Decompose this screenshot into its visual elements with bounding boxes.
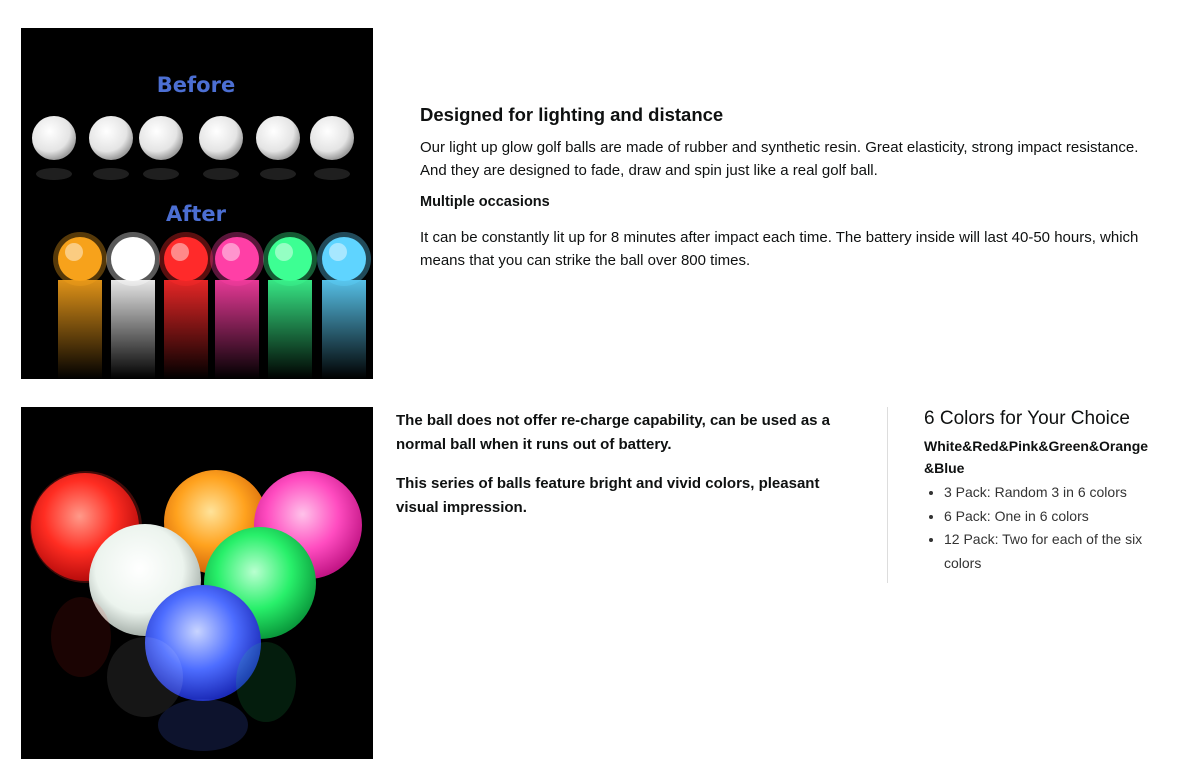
ball-reflection bbox=[215, 280, 259, 379]
ball-highlight bbox=[118, 243, 136, 261]
color-list: White&Red&Pink&Green&Orange&Blue bbox=[924, 438, 1149, 476]
lit-golf-ball bbox=[164, 237, 208, 281]
lit-golf-ball bbox=[268, 237, 312, 281]
lit-golf-ball bbox=[111, 237, 155, 281]
section-title: 6 Colors for Your Choice bbox=[924, 408, 1130, 429]
section-heading: Designed for lighting and distance bbox=[420, 104, 724, 125]
before-after-image bbox=[21, 28, 373, 379]
list-item: • 12 Pack: Two for each of the six colors bbox=[944, 528, 1156, 575]
ball-highlight bbox=[222, 243, 240, 261]
vertical-divider bbox=[887, 407, 888, 583]
ball-highlight bbox=[65, 243, 83, 261]
ball-highlight bbox=[171, 243, 189, 261]
pack-options-list bbox=[924, 481, 1156, 575]
after-label: After bbox=[165, 202, 227, 226]
list-item: • 6 Pack: One in 6 colors bbox=[944, 505, 1156, 529]
ball-reflection bbox=[164, 280, 208, 379]
section-paragraph: Our light up glow golf balls are made of rubber and synthetic resin. Great elasticity, strong impact resistance. And they are designed to fade, draw and spin just like a real golf ball. bbox=[420, 139, 1139, 179]
section-paragraph: This series of balls feature bright and vivid colors, pleasant visual impression. bbox=[396, 475, 820, 516]
section-paragraph: The ball does not offer re-charge capability, can be used as a normal ball when it runs out of battery. bbox=[396, 412, 831, 453]
section-subheading: Multiple occasions bbox=[420, 194, 550, 210]
glowing-balls-image bbox=[21, 407, 373, 759]
ball-highlight bbox=[329, 243, 347, 261]
list-item: • 3 Pack: Random 3 in 6 colors bbox=[944, 481, 1156, 505]
ball-reflection bbox=[322, 280, 366, 379]
ball-reflection bbox=[268, 280, 312, 379]
color-options-section bbox=[924, 407, 1156, 575]
feature-section-lighting bbox=[420, 104, 1160, 272]
lit-golf-ball bbox=[58, 237, 102, 281]
before-label: Before bbox=[156, 73, 236, 97]
ball-reflection bbox=[58, 280, 102, 379]
lit-golf-ball bbox=[215, 237, 259, 281]
ball-highlight bbox=[275, 243, 293, 261]
lit-golf-ball bbox=[322, 237, 366, 281]
lit-golf-balls bbox=[53, 232, 371, 379]
feature-section-battery bbox=[396, 409, 866, 535]
ball-reflection bbox=[111, 280, 155, 379]
golf-ball-pyramid bbox=[30, 470, 362, 751]
unlit-golf-balls bbox=[32, 116, 354, 180]
section-paragraph: It can be constantly lit up for 8 minutes after impact each time. The battery inside will last 40-50 hours, which means that you can strike the ball over 800 times. bbox=[420, 229, 1139, 269]
